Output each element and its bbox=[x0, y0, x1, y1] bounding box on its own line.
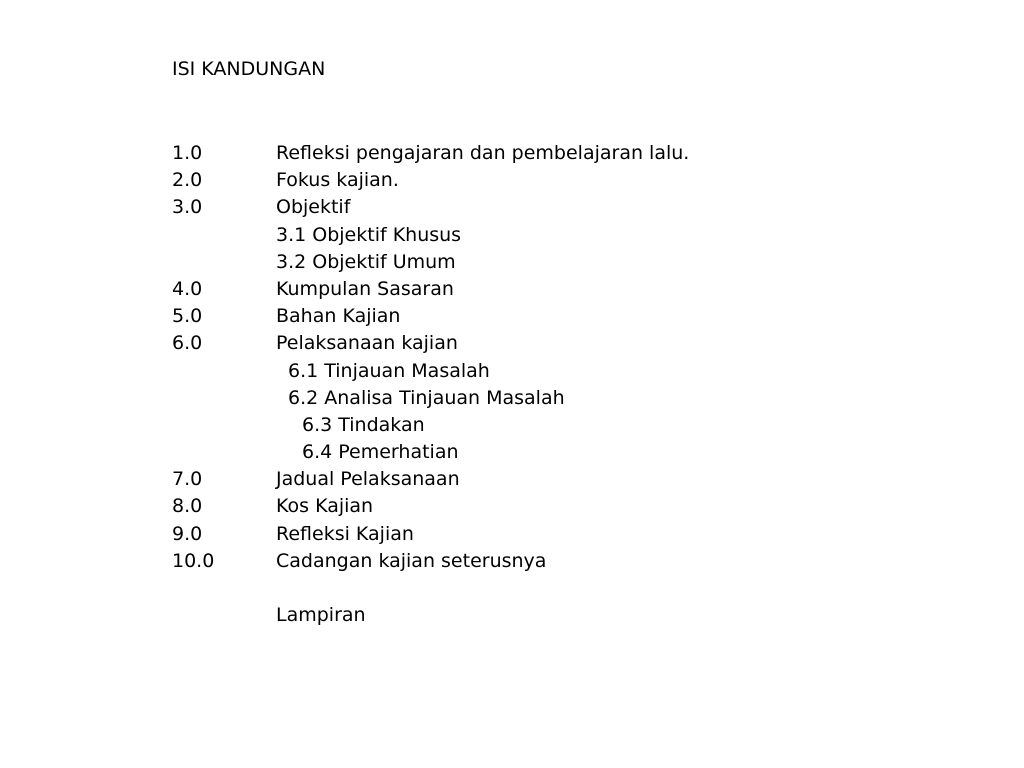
toc-number: 3.0 bbox=[172, 196, 203, 219]
toc-text: Kos Kajian bbox=[276, 495, 374, 518]
table-of-contents bbox=[172, 140, 872, 629]
toc-item-7 bbox=[172, 466, 872, 493]
toc-subitem-6-1 bbox=[172, 358, 872, 385]
spacer bbox=[172, 575, 872, 602]
toc-text: Cadangan kajian seterusnya bbox=[276, 549, 547, 572]
toc-number: 7.0 bbox=[172, 468, 203, 491]
toc-subitem-6-3 bbox=[172, 412, 872, 439]
page-title: ISI KANDUNGAN bbox=[172, 58, 326, 80]
toc-item-1 bbox=[172, 140, 872, 167]
toc-item-6 bbox=[172, 330, 872, 357]
toc-number: 6.0 bbox=[172, 332, 203, 355]
toc-number: 1.0 bbox=[172, 142, 203, 164]
toc-text: Kumpulan Sasaran bbox=[276, 277, 454, 300]
toc-text: Pelaksanaan kajian bbox=[276, 332, 458, 355]
toc-text: 6.1 Tinjauan Masalah bbox=[288, 359, 490, 382]
toc-item-5 bbox=[172, 303, 872, 330]
toc-number: 8.0 bbox=[172, 495, 203, 518]
toc-item-8 bbox=[172, 493, 872, 520]
toc-appendix bbox=[172, 602, 872, 629]
appendix-label: Lampiran bbox=[276, 604, 366, 627]
toc-subitem-6-4 bbox=[172, 439, 872, 466]
toc-subitem-6-2 bbox=[172, 385, 872, 412]
toc-item-2 bbox=[172, 167, 872, 194]
toc-text: Refleksi pengajaran dan pembelajaran lalu. bbox=[276, 142, 690, 164]
toc-text: Fokus kajian. bbox=[276, 169, 399, 192]
toc-text: 6.4 Pemerhatian bbox=[302, 441, 459, 464]
toc-item-3 bbox=[172, 194, 872, 221]
toc-number: 9.0 bbox=[172, 522, 203, 545]
toc-text: Jadual Pelaksanaan bbox=[276, 468, 460, 491]
toc-text: 3.1 Objektif Khusus bbox=[276, 223, 462, 246]
toc-item-4 bbox=[172, 276, 872, 303]
toc-text: 3.2 Objektif Umum bbox=[276, 250, 456, 273]
toc-number: 10.0 bbox=[172, 549, 215, 572]
toc-text: Bahan Kajian bbox=[276, 305, 401, 328]
toc-number: 5.0 bbox=[172, 305, 203, 328]
toc-subitem-3-1 bbox=[172, 222, 872, 249]
toc-text: Refleksi Kajian bbox=[276, 522, 414, 545]
toc-number: 2.0 bbox=[172, 169, 203, 192]
toc-text: 6.2 Analisa Tinjauan Masalah bbox=[288, 386, 565, 409]
toc-item-9 bbox=[172, 521, 872, 548]
toc-item-10 bbox=[172, 548, 872, 575]
toc-number: 4.0 bbox=[172, 277, 203, 300]
toc-subitem-3-2 bbox=[172, 249, 872, 276]
toc-text: 6.3 Tindakan bbox=[302, 413, 425, 436]
toc-text: Objektif bbox=[276, 196, 351, 219]
